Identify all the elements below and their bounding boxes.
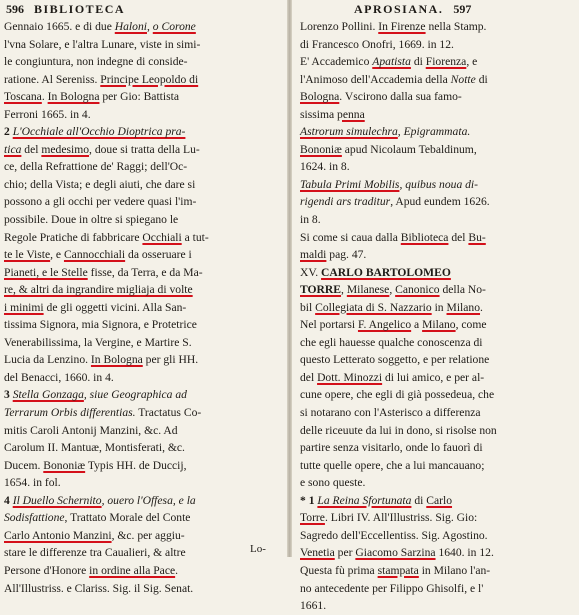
left-page-number: 596: [6, 2, 24, 16]
text-run: di: [411, 493, 427, 507]
text-line: [4, 211, 209, 229]
text-line: [300, 123, 497, 141]
text-line: [300, 106, 497, 124]
text-line: [4, 509, 209, 527]
text-run: di lui amico, e per al-: [382, 370, 485, 384]
underlined-text: In Bologna: [90, 353, 143, 367]
text-line: [300, 36, 497, 54]
text-run: Lucia da Lenzino.: [4, 353, 91, 367]
underlined-text: Bu-: [468, 230, 486, 244]
text-line: [300, 492, 497, 510]
text-run: possibile. Doue in oltre si spiegano le: [4, 213, 179, 227]
underlined-text: in ordine alla Pace: [89, 563, 176, 577]
text-run: da osseruare i: [125, 248, 192, 262]
text-run: Tractatus Co-: [135, 406, 202, 420]
text-line: [4, 580, 209, 598]
right-text-block: [300, 18, 497, 615]
underlined-text: Toscana: [4, 90, 42, 104]
text-line: [300, 158, 497, 176]
text-line: [4, 527, 209, 545]
underlined-text: In Firenze: [378, 20, 426, 33]
text-run: , quibus noua di-: [399, 177, 479, 191]
text-line: [300, 404, 497, 422]
left-page: [0, 0, 289, 595]
text-line: [4, 88, 209, 106]
text-run: tutte quelle opere, che a lui mancauano;: [300, 458, 485, 472]
text-line: [4, 544, 209, 562]
text-line: [300, 88, 497, 106]
underlined-text: Astrorum simulechra: [300, 125, 398, 139]
text-run: All'Illustriss. e Clariss. Sig. il Sig. Senat.: [4, 581, 194, 595]
text-line: [300, 369, 497, 387]
text-run: tissima Signora, mia Signora, e Protetrice: [4, 318, 197, 332]
text-run: in: [431, 300, 447, 314]
text-line: [300, 211, 497, 229]
text-line: [4, 158, 209, 176]
text-run: della No-: [439, 283, 486, 297]
text-line: [300, 193, 497, 211]
text-line: [300, 141, 497, 159]
underlined-text: Haloni: [114, 20, 147, 33]
underlined-text: medesimo: [41, 142, 90, 156]
underlined-text: re, & altri da ingrandire migliaja di volte: [4, 283, 193, 297]
text-run: Gennaio 1665. e di due: [4, 20, 115, 33]
text-run: Carolum II. Mantuæ, Montisferati, &c.: [4, 441, 185, 455]
text-run: ,: [341, 283, 347, 297]
text-run: sissima: [300, 107, 338, 121]
text-line: [4, 229, 209, 247]
underlined-text: Biblioteca: [400, 230, 449, 244]
text-run: .: [175, 563, 179, 577]
underlined-text: Milano: [422, 318, 456, 332]
underlined-text: Apatista: [372, 55, 411, 69]
underlined-text: La Reina Sfortunata: [317, 493, 412, 507]
text-line: [300, 18, 497, 36]
text-line: [300, 580, 497, 598]
text-line: [300, 334, 497, 352]
text-line: [4, 439, 209, 457]
text-run: , siue Geographica ad: [83, 388, 187, 402]
underlined-text: i minimi: [4, 300, 44, 314]
text-run: cune opere, che egli di già possedeua, che: [300, 388, 495, 402]
text-run: E' Accademico: [300, 55, 373, 69]
text-run: 2: [4, 125, 13, 139]
text-run: 1624. in 8.: [300, 160, 350, 174]
underlined-text: Canonico: [395, 283, 440, 297]
text-line: [300, 474, 497, 492]
text-line: [300, 562, 497, 580]
catchword: Lo-: [250, 543, 266, 555]
text-run: e sono queste.: [300, 476, 366, 490]
text-line: [4, 141, 209, 159]
text-run: no antecedente per Filippo Ghisolfi, e l': [300, 581, 484, 595]
text-line: [4, 299, 209, 317]
text-run: .: [480, 300, 483, 314]
underlined-text: maldi: [300, 248, 327, 262]
text-run: stare le differenze tra Caualieri, & altre: [4, 546, 186, 560]
text-run: rigendi ars traditur: [300, 195, 391, 209]
text-run: de gli oggetti vicini. Alla San-: [43, 300, 187, 314]
text-run: ce, della Refrattione de' Raggi; dell'Oc-: [4, 160, 188, 174]
right-page: [290, 0, 579, 613]
text-run: questo Letterato soggetto, e per relatione: [300, 353, 490, 367]
text-run: delle riceuute da lui in dono, si risolse non: [300, 423, 497, 437]
text-run: del: [448, 230, 469, 244]
text-run: ,: [389, 283, 396, 297]
text-run: apud Nicolaum Tebaldinum,: [341, 142, 477, 156]
text-run: chio; della Vista; e degli aiuti, che dare si: [4, 177, 196, 191]
text-line: [4, 351, 209, 369]
text-run: l'vna Solare, e l'altra Lunare, viste in simi-: [4, 37, 201, 51]
text-line: [4, 404, 209, 422]
text-line: [300, 229, 497, 247]
text-line: [300, 597, 497, 615]
text-run: per: [334, 546, 356, 560]
text-line: [4, 18, 209, 36]
text-run: , e: [466, 55, 478, 69]
text-run: ,: [146, 20, 153, 33]
left-running-title: BIBLIOTECA: [34, 2, 126, 16]
underlined-text: Carlo: [426, 493, 453, 507]
text-line: [4, 246, 209, 264]
text-run: , Trattato Morale del Conte: [64, 511, 191, 525]
underlined-text: stampata: [377, 563, 419, 577]
text-run: Ducem.: [4, 458, 44, 472]
left-text-block: [4, 18, 209, 597]
text-line: [4, 123, 209, 141]
text-run: * 1: [300, 493, 318, 507]
text-run: per Gio: Battista: [99, 90, 180, 104]
text-run: . Libri IV. All'Illustriss. Sig. Gio:: [324, 511, 478, 525]
underlined-text: Bologna: [300, 90, 340, 104]
text-run: in Milano l'an-: [418, 563, 491, 577]
text-run: per gli HH.: [142, 353, 199, 367]
text-line: [300, 246, 497, 264]
text-run: possono a gli occhi per vedere quasi l'im-: [4, 195, 197, 209]
left-running-head: [6, 2, 125, 17]
text-line: [300, 527, 497, 545]
underlined-text: Occhiali: [142, 230, 182, 244]
text-run: Questa fù prima: [300, 563, 378, 577]
underlined-text: Stella Gonzaga: [12, 388, 84, 402]
text-line: [4, 457, 209, 475]
text-run: Nel portarsi: [300, 318, 358, 332]
text-line: [4, 369, 209, 387]
text-line: [300, 176, 497, 194]
text-line: [4, 422, 209, 440]
underlined-text: Milano: [446, 300, 481, 314]
underlined-text: Collegiata di S. Nazzario: [315, 300, 432, 314]
text-run: partire senza visitarlo, onde lo fauorì di: [300, 441, 483, 455]
text-run: a tut-: [181, 230, 209, 244]
text-run: in 8.: [300, 213, 321, 227]
text-run: mitis Caroli Antonij Manzini, &c. Ad: [4, 423, 178, 437]
text-line: [300, 316, 497, 334]
text-run: Ferroni 1665. in 4.: [4, 107, 91, 121]
text-run: del: [21, 142, 42, 156]
text-run: , Apud eundem 1626.: [390, 195, 490, 209]
text-line: [300, 264, 497, 282]
underlined-text: o Corone: [152, 20, 196, 33]
underlined-text: Bononiæ: [300, 142, 342, 156]
text-run: , Epigrammata.: [397, 125, 471, 139]
text-line: [4, 71, 209, 89]
text-run: Sodisfattione: [4, 511, 65, 525]
text-run: Sagredo dell'Eccellentiss. Sig. Agostino.: [300, 528, 488, 542]
underlined-text: Torre: [300, 511, 325, 525]
text-run: l'Animoso dell'Accademia della: [300, 72, 451, 86]
text-run: bil: [300, 300, 316, 314]
underlined-text: penna: [337, 107, 365, 121]
underlined-text: Bononiæ: [43, 458, 86, 472]
text-run: si notarano con l'Asterisco a differenza: [300, 406, 481, 420]
right-running-title: APROSIANA.: [354, 2, 444, 16]
text-run: Regole Pratiche di fabbricare: [4, 230, 143, 244]
text-run: del Benacci, 1660. in 4.: [4, 370, 114, 384]
underlined-text: Giacomo Sarzina: [355, 546, 436, 560]
text-run: , ouero l'Offesa, e la: [101, 493, 196, 507]
text-run: Venerabilissima, la Vergine, e Martire S.: [4, 335, 192, 349]
text-line: [300, 422, 497, 440]
text-run: , come: [455, 318, 487, 332]
text-run: di: [475, 72, 488, 86]
text-run: ratione. Al Sereniss.: [4, 72, 101, 86]
underlined-text: Fiorenza: [425, 55, 467, 69]
underlined-text: In Bologna: [47, 90, 100, 104]
text-line: [4, 53, 209, 71]
right-page-number: 597: [453, 2, 472, 16]
underlined-text: CARLO BARTOLOMEO: [321, 265, 451, 279]
underlined-text: Pianeti, e le Stelle: [4, 265, 88, 279]
text-line: [4, 106, 209, 124]
text-line: [4, 193, 209, 211]
text-line: [4, 334, 209, 352]
text-run: , e: [50, 248, 64, 262]
right-running-head: [354, 2, 471, 17]
text-run: .: [41, 90, 48, 104]
text-run: Terrarum Orbis differentias.: [4, 406, 136, 420]
underlined-text: Milanese: [346, 283, 390, 297]
text-run: , &c. per aggiu-: [111, 528, 185, 542]
text-line: [4, 492, 209, 510]
text-run: 3: [4, 388, 13, 402]
underlined-text: Carlo Antonio Manzini: [4, 528, 112, 542]
text-line: [4, 36, 209, 54]
text-run: 1661.: [300, 599, 327, 613]
text-run: 1654. in fol.: [4, 476, 61, 490]
text-run: di Francesco Onofri, 1669. in 12.: [300, 37, 454, 51]
text-line: [300, 509, 497, 527]
text-line: [300, 351, 497, 369]
underlined-text: F. Angelico: [357, 318, 412, 332]
text-run: a: [411, 318, 423, 332]
text-run: Typis HH. de Duccij,: [85, 458, 187, 472]
text-run: di: [410, 55, 426, 69]
text-line: [300, 457, 497, 475]
underlined-text: TORRE: [300, 283, 342, 297]
text-run: pag. 47.: [326, 248, 367, 262]
text-run: Notte: [450, 72, 476, 86]
underlined-text: Il Duello Schernito: [12, 493, 102, 507]
text-run: . Vscirono dalla sua famo-: [339, 90, 462, 104]
text-run: 1640. in 12.: [435, 546, 494, 560]
text-run: del: [300, 370, 318, 384]
underlined-text: Cannocchiali: [63, 248, 126, 262]
text-line: [4, 474, 209, 492]
text-run: Lorenzo Pollini.: [300, 20, 379, 33]
text-line: [300, 299, 497, 317]
text-run: Si come si caua dalla: [300, 230, 401, 244]
underlined-text: Dott. Minozzi: [317, 370, 383, 384]
text-line: [300, 281, 497, 299]
text-line: [300, 53, 497, 71]
text-run: 4: [4, 493, 13, 507]
text-run: che egli hauesse qualche conoscenza di: [300, 335, 483, 349]
text-line: [4, 176, 209, 194]
text-line: [4, 386, 209, 404]
text-line: [4, 562, 209, 580]
underlined-text: L'Occhiale all'Occhio Dioptrica pra-: [12, 125, 186, 139]
text-line: [4, 281, 209, 299]
underlined-text: tica: [4, 142, 22, 156]
underlined-text: Principe Leopoldo di: [100, 72, 199, 86]
text-run: fisse, da Terra, e da Ma-: [87, 265, 203, 279]
text-run: le congiuntura, non indegne di conside-: [4, 55, 188, 69]
text-line: [4, 264, 209, 282]
underlined-text: te le Viste: [4, 248, 51, 262]
text-run: Persone d'Honore: [4, 563, 90, 577]
underlined-text: Tabula Primi Mobilis: [300, 177, 400, 191]
text-line: [300, 386, 497, 404]
text-line: [300, 439, 497, 457]
text-line: [300, 71, 497, 89]
text-line: [300, 544, 497, 562]
text-run: nella Stamp.: [425, 20, 487, 33]
text-line: [4, 316, 209, 334]
text-run: XV.: [300, 265, 322, 279]
underlined-text: Venetia: [300, 546, 335, 560]
text-run: , doue si tratta della Lu-: [89, 142, 200, 156]
